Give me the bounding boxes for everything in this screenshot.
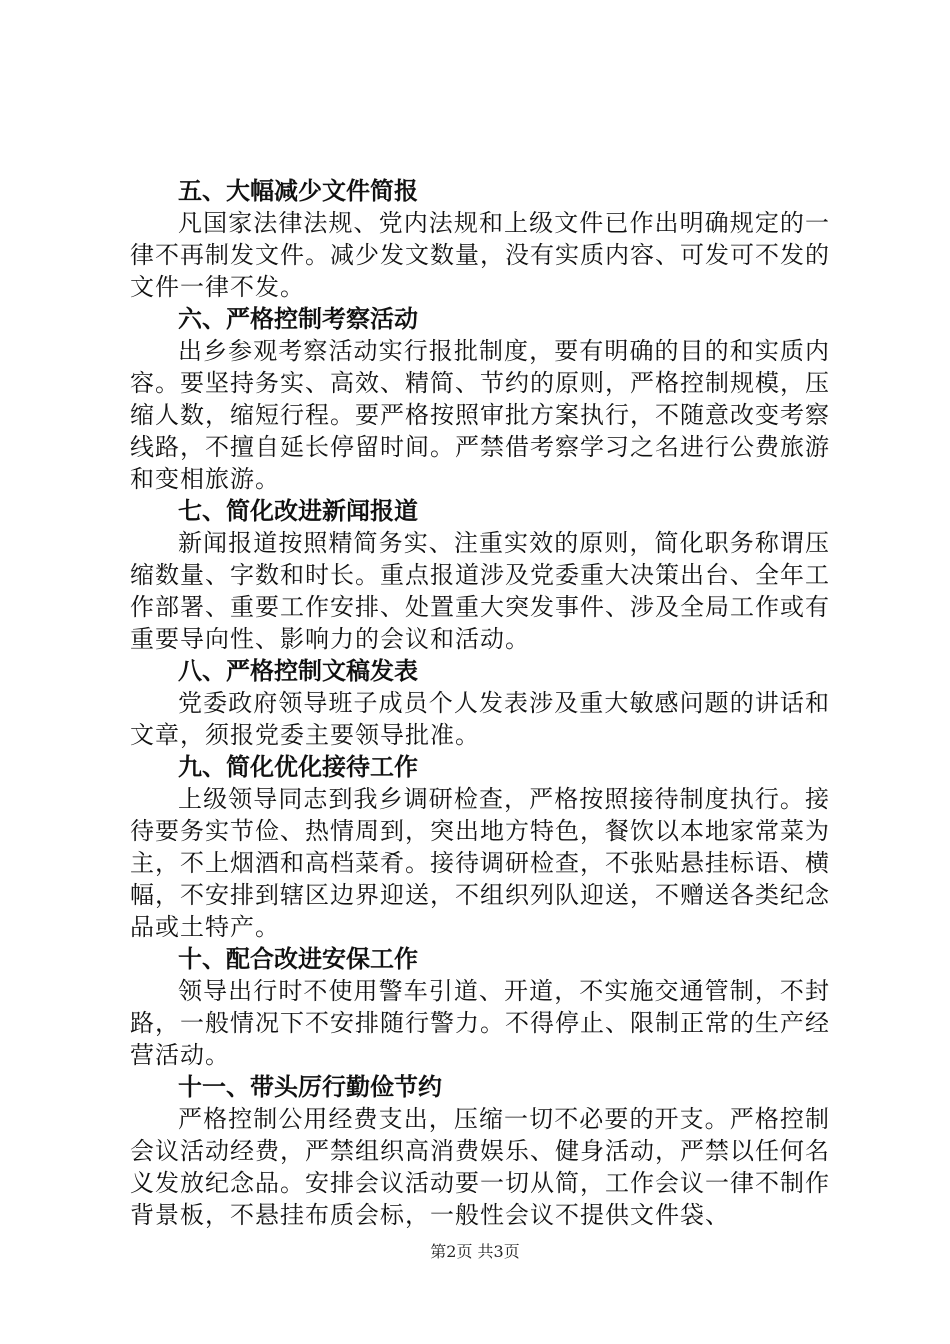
section-heading-10: 十、配合改进安保工作 bbox=[178, 945, 418, 973]
section-body-6: 出乡参观考察活动实行报批制度，要有明确的目的和实质内容。要坚持务实、高效、精简、节约的原则，严格控制规模，压缩人数，缩短行程。要严格按照审批方案执行，不随意改变考察线路，不擅自延长停留时间。严禁借考察学习之名进行公费旅游和变相旅游。 bbox=[130, 337, 830, 493]
page-number-footer: 第2页 共3页 bbox=[430, 1242, 520, 1261]
section-heading-5: 五、大幅减少文件简报 bbox=[178, 177, 418, 205]
section-heading-7: 七、简化改进新闻报道 bbox=[178, 497, 418, 525]
section-body-8: 党委政府领导班子成员个人发表涉及重大敏感问题的讲话和文章，须报党委主要领导批准。 bbox=[130, 689, 830, 749]
section-heading-9: 九、简化优化接待工作 bbox=[178, 753, 418, 781]
section-body-5: 凡国家法律法规、党内法规和上级文件已作出明确规定的一律不再制发文件。减少发文数量，没有实质内容、可发可不发的文件一律不发。 bbox=[130, 209, 830, 301]
section-body-11: 严格控制公用经费支出，压缩一切不必要的开支。严格控制会议活动经费，严禁组织高消费娱乐、健身活动，严禁以任何名义发放纪念品。安排会议活动要一切从简，工作会议一律不制作背景板，不悬挂布质会标，一般性会议不提供文件袋、 bbox=[130, 1105, 830, 1229]
document-body bbox=[130, 175, 830, 1231]
section-body-9: 上级领导同志到我乡调研检查，严格按照接待制度执行。接待要务实节俭、热情周到，突出地方特色，餐饮以本地家常菜为主，不上烟酒和高档菜肴。接待调研检查，不张贴悬挂标语、横幅，不安排到辖区边界迎送，不组织列队迎送，不赠送各类纪念品或土特产。 bbox=[130, 785, 830, 941]
section-heading-11: 十一、带头厉行勤俭节约 bbox=[178, 1073, 442, 1101]
section-heading-8: 八、严格控制文稿发表 bbox=[178, 657, 418, 685]
section-body-10: 领导出行时不使用警车引道、开道，不实施交通管制，不封路，一般情况下不安排随行警力。不得停止、限制正常的生产经营活动。 bbox=[130, 977, 830, 1069]
section-heading-6: 六、严格控制考察活动 bbox=[178, 305, 418, 333]
section-body-7: 新闻报道按照精简务实、注重实效的原则，简化职务称谓压缩数量、字数和时长。重点报道涉及党委重大决策出台、全年工作部署、重要工作安排、处置重大突发事件、涉及全局工作或有重要导向性、影响力的会议和活动。 bbox=[130, 529, 830, 653]
